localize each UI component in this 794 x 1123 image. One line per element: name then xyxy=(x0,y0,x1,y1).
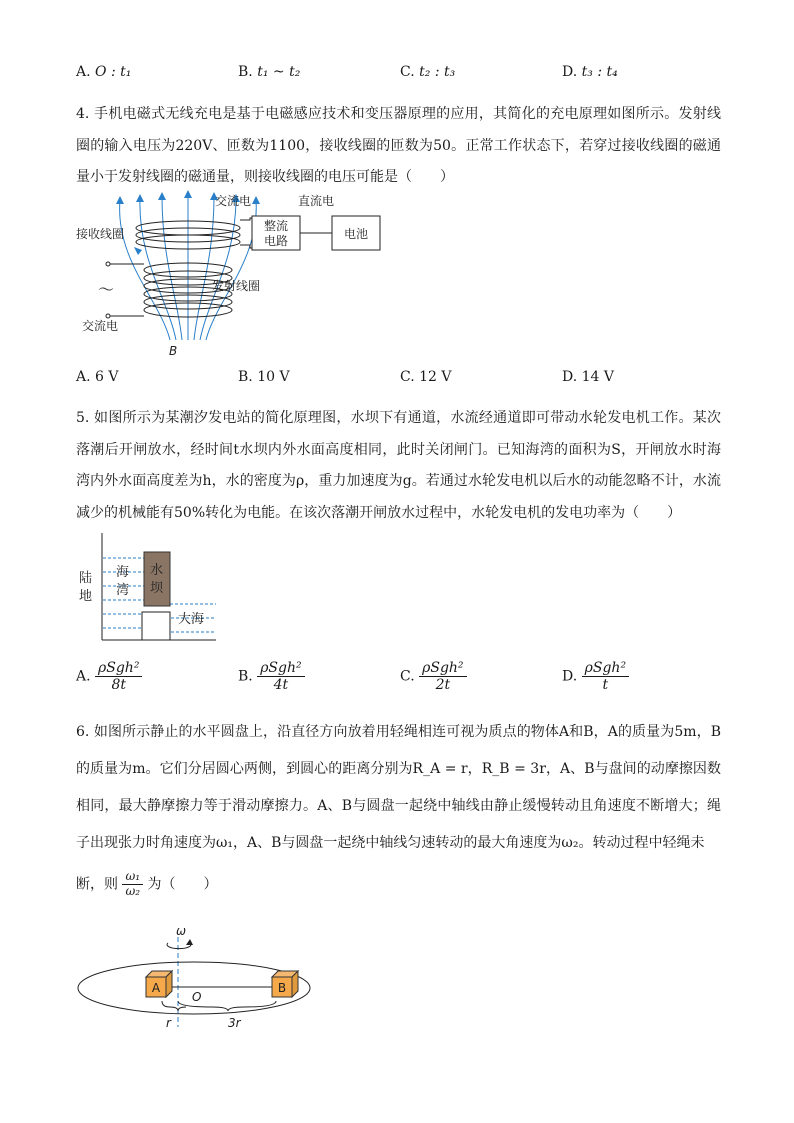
dam-block xyxy=(144,552,170,606)
distance-r-label: r xyxy=(166,1016,171,1030)
block-b-label: B xyxy=(277,981,287,995)
option-b: B. t₁ ~ t₂ xyxy=(238,64,301,80)
q4-option-c: C. 12 V xyxy=(400,369,452,385)
ac-bottom-label: 交流电 xyxy=(82,319,119,333)
rotating-disc-diagram xyxy=(72,925,322,1035)
tidal-station-diagram xyxy=(74,530,224,645)
distance-3r-label: 3r xyxy=(228,1016,241,1030)
ac-top-label: 交流电 xyxy=(215,194,252,208)
dam-label-2: 坝 xyxy=(150,581,164,596)
disc-figure xyxy=(72,925,322,1035)
battery-label: 电池 xyxy=(343,227,369,241)
ac-source-symbol: ～ xyxy=(98,280,115,299)
question-6-last-line: 断，则 $\frac{\text{ω₁}}{\text{ω₂}}$ 为（ ） xyxy=(76,869,218,898)
block-a-label: A xyxy=(151,981,161,995)
option-a: A. O : t₁ xyxy=(76,64,132,80)
wireless-charging-diagram xyxy=(70,190,400,360)
option-d: D. t₃ : t₄ xyxy=(562,64,618,80)
receiver-coil-label: 接收线圈 xyxy=(76,227,125,241)
transmitter-coil-label: 发射线圈 xyxy=(212,279,261,293)
q5-option-d: D. $\frac{\text{ρSgh²}}{t}$ xyxy=(562,660,629,693)
omega-label: ω xyxy=(176,925,187,938)
q5-option-a: A. $\frac{\text{ρSgh²}}{8t}$ xyxy=(76,660,142,693)
tidal-station-figure xyxy=(74,530,224,645)
question-5-text: 5. 如图所示为某潮汐发电站的简化原理图，水坝下有通道，水流经通道即可带动水轮发电机工作。某次落潮后开闸放水，经时间t水坝内外水面高度相同，此时关闭闸门。已知海湾的面积为S，开闸放水时海湾内外水面高度差为h，水的密度为ρ，重力加速度为g。若通过水轮发电机以后水的动能忽略不计，水流减少的机械能有50%转化为电能。在该次落潮开闸放水过程中，水轮发电机的发电功率为（ ） xyxy=(76,410,721,521)
q4-option-d: D. 14 V xyxy=(562,369,615,385)
center-o-label: O xyxy=(192,990,202,1004)
sea-label: 大海 xyxy=(178,612,205,627)
land-label-1: 陆 xyxy=(79,571,93,586)
question-6-text: 6. 如图所示静止的水平圆盘上，沿直径方向放着用轻绳相连可视为质点的物体A和B，A的质量为5m，B的质量为m。它们分居圆心两侧，到圆心的距离分别为R_A = r，R_B = 3r，A、B与盘间的动摩擦因数相同，最大静摩擦力等于滑动摩擦力。A、B与圆盘一起绕中轴线由静止缓慢转动且角速度不断增大；绳子出现张力时角速度为ω₁，A、B与圆盘一起绕中轴线匀速转动的最大角速度为ω₂。转动过程中轻绳未 xyxy=(76,724,721,851)
rectifier-label-1: 整流 xyxy=(263,219,289,233)
bay-label-2: 湾 xyxy=(116,583,130,598)
wireless-charging-figure xyxy=(70,190,400,360)
magnetic-field-label: B xyxy=(169,344,178,358)
q4-option-b: B. 10 V xyxy=(238,369,290,385)
land-label-2: 地 xyxy=(79,589,93,604)
q4-option-a: A. 6 V xyxy=(76,369,119,385)
question-4-text: 4. 手机电磁式无线充电是基于电磁感应技术和变压器原理的应用，其简化的充电原理如图所示。发射线圈的输入电压为220V、匝数为1100，接收线圈的匝数为50。正常工作状态下，若穿过接收线圈的磁通量小于发射线圈的磁通量，则接收线圈的电压可能是（ ） xyxy=(76,106,721,185)
dc-label: 直流电 xyxy=(298,194,335,208)
q5-option-b: B. $\frac{\text{ρSgh²}}{4t}$ xyxy=(238,660,305,693)
rectifier-label-2: 电路 xyxy=(263,234,289,248)
bay-label-1: 海 xyxy=(116,565,130,580)
option-c: C. t₂ : t₃ xyxy=(400,64,456,80)
dam-label-1: 水 xyxy=(150,563,164,578)
q5-option-c: C. $\frac{\text{ρSgh²}}{2t}$ xyxy=(400,660,467,693)
